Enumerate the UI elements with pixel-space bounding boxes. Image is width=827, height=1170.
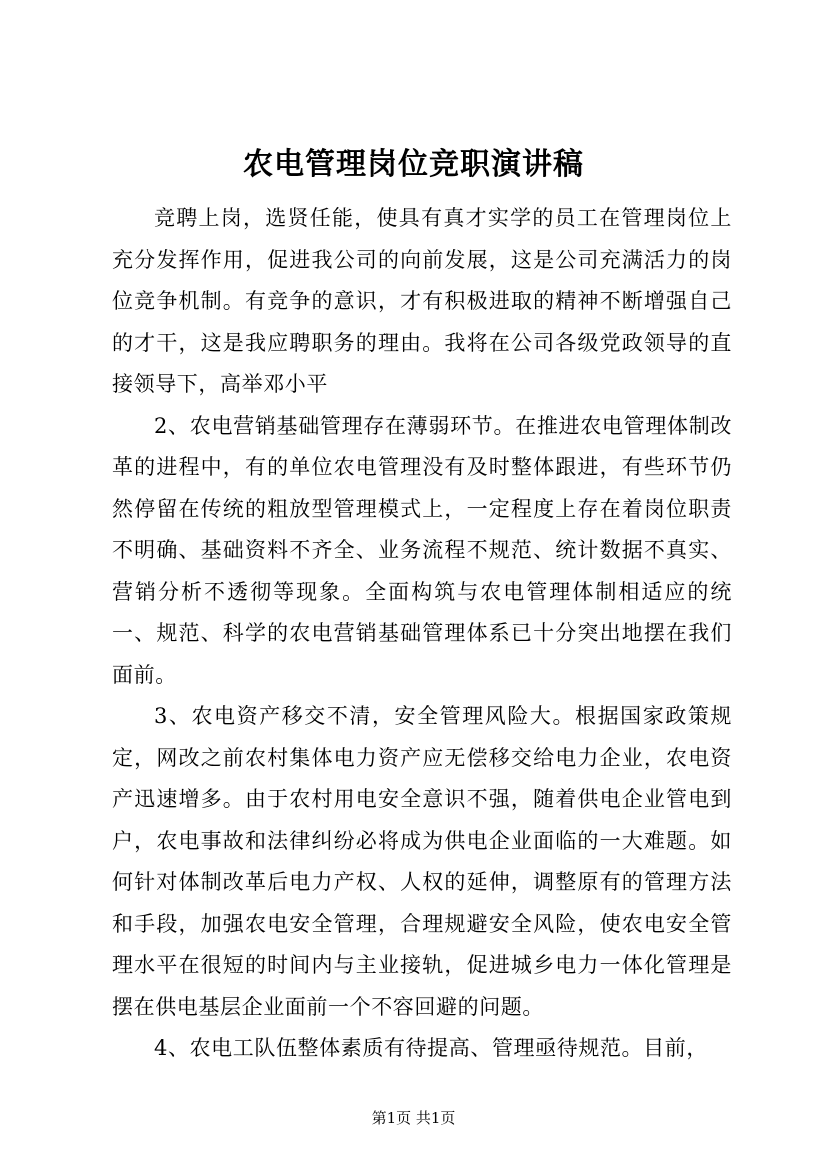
paragraph-3: 3、农电资产移交不清，安全管理风险大。根据国家政策规定，网改之前农村集体电力资产应无偿移交给电力企业，农电资产迅速增多。由于农村用电安全意识不强，随着供电企业管电到户，农电事故和法律纠纷必将成为供电企业面临的一大难题。如何针对体制改革后电力产权、人权的延伸，调整原有的管理方法和手段，加强农电安全管理，合理规避安全风险，使农电安全管理水平在很短的时间内与主业接轨，促进城乡电力一体化管理是摆在供电基层企业面前一个不容回避的问题。 <box>112 704 732 1019</box>
document-title: 农电管理岗位竞职演讲稿 <box>243 147 584 182</box>
page-number-footer: 第1页 共1页 <box>371 1109 456 1127</box>
paragraph-4: 4、农电工队伍整体素质有待提高、管理亟待规范。目前， <box>154 1036 708 1060</box>
document-body <box>112 198 732 1070</box>
paragraph-1: 竞聘上岗，选贤任能，使具有真才实学的员工在管理岗位上充分发挥作用，促进我公司的向前发展，这是公司充满活力的岗位竞争机制。有竞争的意识，才有积极进取的精神不断增强自己的才干，这是我应聘职务的理由。我将在公司各级党政领导的直接领导下，高举邓小平 <box>112 206 732 396</box>
paragraph-2: 2、农电营销基础管理存在薄弱环节。在推进农电管理体制改革的进程中，有的单位农电管理没有及时整体跟进，有些环节仍然停留在传统的粗放型管理模式上，一定程度上存在着岗位职责不明确、基础资料不齐全、业务流程不规范、统计数据不真实、营销分析不透彻等现象。全面构筑与农电管理体制相适应的统一、规范、科学的农电营销基础管理体系已十分突出地摆在我们面前。 <box>112 413 732 687</box>
